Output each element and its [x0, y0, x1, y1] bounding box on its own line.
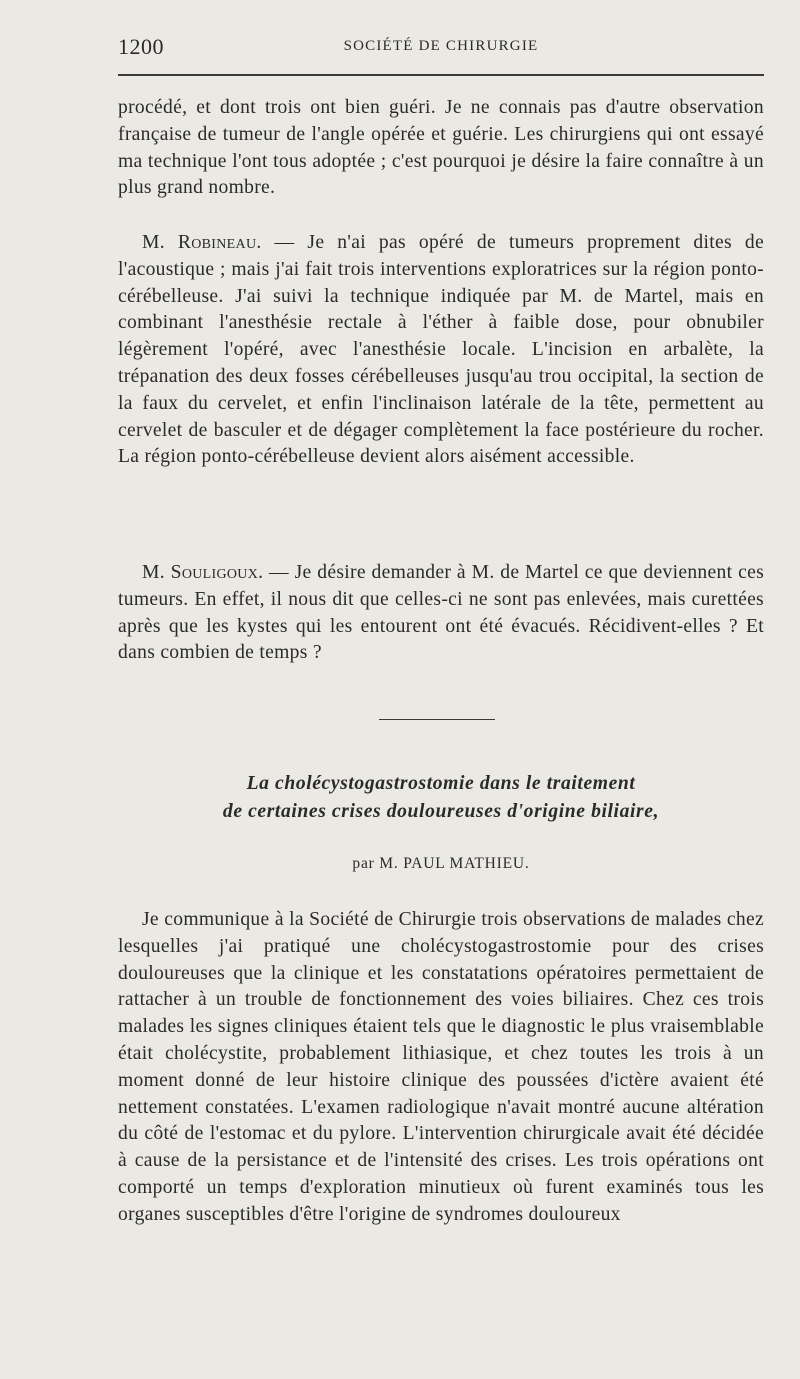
article-title-line-2: de certaines crises douloureuses d'origine biliaire, — [222, 801, 660, 822]
section-divider — [379, 719, 495, 720]
article-byline: par M. PAUL MATHIEU. — [352, 855, 530, 872]
article-title-line-1: La cholécystogastrostomie dans le traitement — [246, 773, 636, 794]
running-title: SOCIÉTÉ DE CHIRURGIE — [343, 38, 539, 54]
paragraph-robineau — [118, 230, 764, 471]
header-rule — [118, 74, 764, 76]
article-body-paragraph: Je communique à la Société de Chirurgie trois observations de malades chez lesquelles j'ai pratiqué une cholécystogastrostomie pour des crises douloureuses que la clinique et les constatations opératoires permettaient de rattacher à un trouble de fonctionnement des voies biliaires. Chez ces trois malades les signes cliniques étaient tels que le diagnostic le plus vraisemblable était cholécystite, probablement lithiasique, et chez toutes les trois à un moment donné de leur histoire clinique des poussées d'ictère avaient été nettement constatées. L'examen radiologique n'avait montré aucune altération du côté de l'estomac et du pylore. L'intervention chirurgicale avait été décidée à cause de la persistance et de l'intensité des crises. Les trois opérations ont comporté un temps d'exploration minutieux où furent examinés tous les organes susceptibles d'être l'origine de syndromes douloureux — [118, 909, 764, 1225]
speaker-name: M. Souligoux. — [142, 562, 264, 583]
paragraph-souligoux — [118, 560, 764, 667]
article-title — [118, 770, 764, 826]
page-number: 1200 — [118, 34, 164, 59]
speaker-name: M. Robineau. — [142, 232, 262, 253]
paragraph-text: — Je désire demander à M. de Martel ce que deviennent ces tumeurs. En effet, il nous dit que celles-ci ne sont pas enlevées, mais curettées après que les kystes qui les entourent ont été évacués. Récidivent-elles ? Et dans combien de temps ? — [118, 562, 764, 664]
paragraph-text: — Je n'ai pas opéré de tumeurs proprement dites de l'acoustique ; mais j'ai fait trois interventions exploratrices sur la région ponto-cérébelleuse. J'ai suivi la technique indiquée par M. de Martel, mais en combinant l'anesthésie rectale à l'éther à faible dose, pour obnubiler légèrement l'opéré, avec l'anesthésie locale. L'incision en arbalète, la trépanation des deux fosses cérébelleuses jusqu'au trou occipital, la section de la faux du cervelet, et enfin l'inclinaison latérale de la tête, permettent au cervelet de basculer et de dégager complètement la face postérieure du rocher. La région ponto-cérébelleuse devient alors aisément accessible. — [118, 232, 765, 468]
paragraph-continuation: procédé, et dont trois ont bien guéri. Je ne connais pas d'autre observation française de tumeur de l'angle opérée et guérie. Les chirurgiens qui ont essayé ma technique l'ont tous adoptée ; c'est pourquoi je désire la faire connaître à un plus grand nombre. — [118, 97, 764, 199]
page-header — [118, 34, 764, 64]
